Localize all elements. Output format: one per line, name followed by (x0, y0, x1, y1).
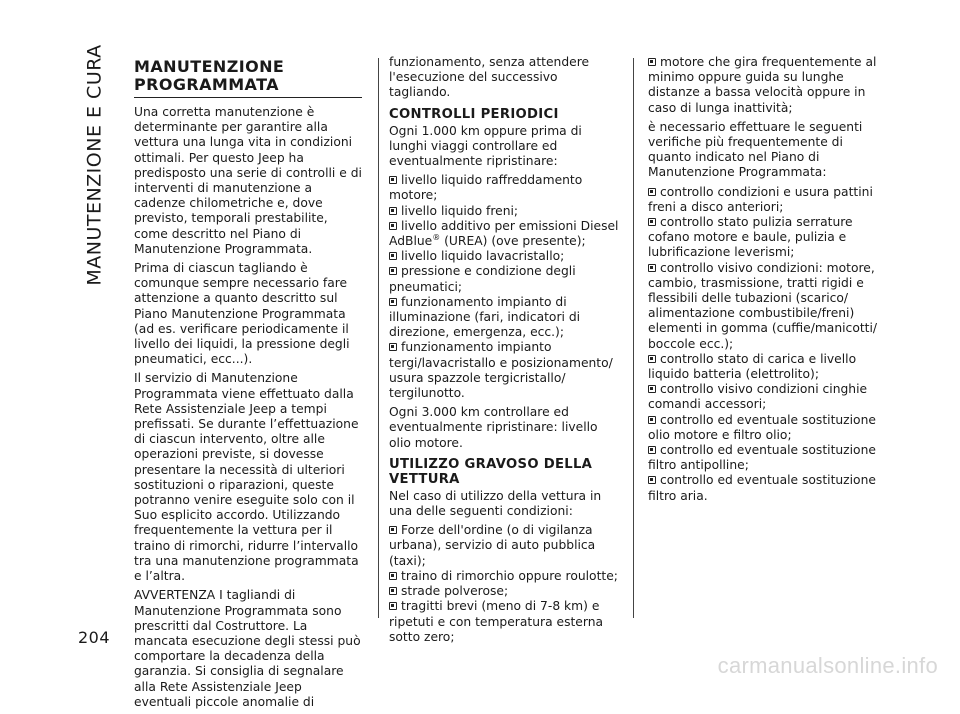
list-item: funzionamento impianto tergi/lavacristallo e posizionamento/ usura spazzole tergicristallo/ tergilunotto. (389, 340, 613, 401)
column-2 (389, 55, 621, 649)
section-title-manutenzione: MANUTENZIONE PROGRAMMATA (134, 58, 362, 98)
list-item: livello liquido freni; (389, 204, 621, 219)
list-item: funzionamento impianto di illuminazione (fari, indicatori di direzione, emergenza, ecc.); (389, 294, 581, 340)
conditions-list-continued (648, 55, 880, 116)
bullet-icon (389, 176, 397, 184)
conditions-list (389, 523, 621, 645)
registered-mark: ® (432, 232, 441, 242)
list-item: controllo ed eventuale sostituzione olio motore e filtro olio; (648, 412, 876, 442)
list-item: motore che gira frequentemente al minimo oppure guida su lunghe distanze a bassa velocità oppure in caso di lunga inattività; (648, 55, 877, 115)
bullet-icon (648, 385, 656, 393)
list-item: livello liquido lavacristallo; (389, 249, 621, 264)
bullet-icon (389, 572, 397, 580)
bullet-icon (389, 526, 397, 534)
list-item: controllo ed eventuale sostituzione filtro antipolline; (648, 443, 876, 473)
list-item: traino di rimorchio oppure roulotte; (389, 569, 621, 584)
page-number: 204 (78, 628, 111, 647)
column-divider (378, 58, 379, 618)
paragraph: è necessario effettuare le seguenti verifiche più frequentemente di quanto indicato nel Piano di Manutenzione Programmata: (648, 119, 863, 180)
list-item: controllo visivo condizioni cinghie comandi accessori; (648, 382, 868, 412)
chapter-title-vertical (80, 30, 110, 300)
paragraph: Ogni 1.000 km oppure prima di lunghi viaggi controllare ed eventualmente ripristinare: (389, 123, 582, 169)
list-item: controllo ed eventuale sostituzione filtro aria. (648, 473, 876, 503)
list-item: controllo condizioni e usura pattini freni a disco anteriori; (648, 184, 873, 214)
column-1 (134, 58, 362, 714)
paragraph-continued: funzionamento, senza attendere l'esecuzione del successivo tagliando. (389, 55, 590, 100)
paragraph: Una corretta manutenzione è determinante per garantire alla vettura una lunga vita in condizioni ottimali. Per questo Jeep ha predisposto una serie di controlli e di interventi di manutenzione a cadenze chilometriche e, dove previsto, temporali prestabilite, come descritto nel Piano di Manutenzione Programmata. (134, 105, 362, 256)
list-item: livello liquido raffreddamento motore; (389, 173, 583, 203)
bullet-icon (648, 58, 656, 66)
verification-list (648, 185, 880, 504)
bullet-icon (389, 343, 397, 351)
bullet-icon (648, 476, 656, 484)
section-title-utilizzo-gravoso: UTILIZZO GRAVOSO DELLA VETTURA (389, 456, 593, 487)
list-item: controllo stato di carica e livello liquido batteria (elettrolito); (648, 351, 857, 382)
bullet-icon (648, 446, 656, 454)
chapter-title-text: MANUTENZIONE E CURA (84, 44, 107, 286)
paragraph-warning: AVVERTENZA I tagliandi di Manutenzione Programmata sono prescritti dal Costruttore. La mancata esecuzione degli stessi può comportare la decadenza della garanzia. Si consiglia di segnalare alla Rete Assistenziale Jeep eventuali piccole anomalie di (134, 588, 361, 709)
paragraph: Ogni 3.000 km controllare ed eventualmente ripristinare: livello olio motore. (389, 405, 598, 450)
bullet-icon (389, 298, 397, 306)
list-item: Forze dell'ordine (o di vigilanza urbana), servizio di auto pubblica (taxi); (389, 523, 596, 568)
section-title-controlli: CONTROLLI PERIODICI (389, 106, 559, 122)
bullet-icon (389, 222, 397, 230)
bullet-icon (648, 264, 656, 272)
bullet-icon (648, 416, 656, 424)
bullet-icon (648, 188, 656, 196)
bullet-icon (389, 207, 397, 215)
bullet-icon (389, 252, 397, 260)
bullet-icon (389, 602, 397, 610)
list-item: strade polverose; (389, 584, 621, 599)
bullet-icon (389, 267, 397, 275)
paragraph: Nel caso di utilizzo della vettura in una delle seguenti condizioni: (389, 488, 602, 519)
list-item: controllo visivo condizioni: motore, cambio, trasmissione, tratti rigidi e flessibili delle tubazioni (scarico/ alimentazione combustibile/freni) elementi in gomma (cuffie/manicotti/ boccole ecc.); (648, 260, 878, 351)
list-item: controllo stato pulizia serrature cofano motore e baule, pulizia e lubrificazione leverismi; (648, 215, 853, 260)
paragraph: Il servizio di Manutenzione Programmata viene effettuato dalla Rete Assistenziale Jeep a tempi prefissati. Se durante l’effettuazione di ciascun intervento, oltre alle operazioni previste, si dovesse presentare la necessità di ulteriori sostituzioni o riparazioni, queste potranno venire eseguite solo con il Suo esplicito accordo. Utilizzando frequentemente la vettura per il traino di rimorchi, ridurre l’intervallo tra una manutenzione programmata e l’altra. (134, 371, 359, 584)
column-divider (633, 58, 634, 618)
list-item: livello additivo per emissioni Diesel AdBlue® (UREA) (ove presente); (389, 218, 619, 249)
paragraph: Prima di ciascun tagliando è comunque sempre necessario fare attenzione a quanto descritto sul Piano Manutenzione Programmata (ad es. verificare periodicamente il livello dei liquidi, la pressione degli pneumatici, ecc...). (134, 261, 350, 367)
bullet-icon (648, 218, 656, 226)
bullet-icon (648, 355, 656, 363)
column-3 (648, 55, 880, 508)
list-item: tragitti brevi (meno di 7-8 km) e ripetuti e con temperatura esterna sotto zero; (389, 599, 604, 644)
check-list (389, 173, 621, 401)
watermark-text: carmanualsonline.info (717, 653, 938, 678)
bullet-icon (389, 587, 397, 595)
list-item: pressione e condizione degli pneumatici; (389, 264, 576, 294)
